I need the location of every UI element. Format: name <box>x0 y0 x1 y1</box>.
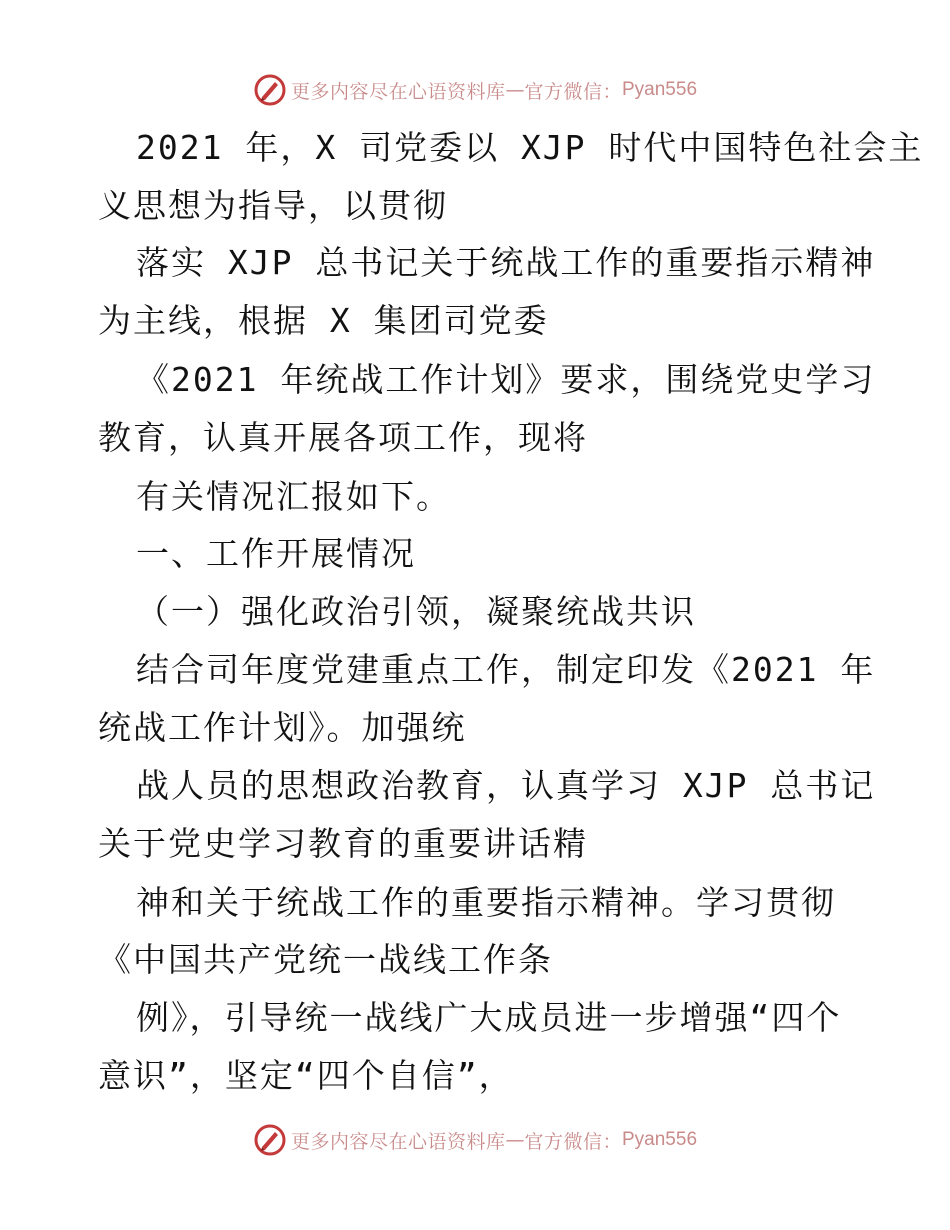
pen-heart-logo-icon <box>253 1123 287 1157</box>
watermark-handle: Pyan556 <box>622 79 698 100</box>
footer-watermark <box>0 1122 950 1158</box>
subsection-heading: （一）强化政治引领，凝聚统战共识 <box>136 592 696 631</box>
text-line: 为主线，根据 X 集团司党委 <box>98 301 549 340</box>
watermark-label: 官方微信： <box>524 80 622 103</box>
text-line: 《中国共产党统一战线工作条 <box>98 940 553 979</box>
header-watermark <box>0 72 950 108</box>
text-line: 战人员的思想政治教育，认真学习 XJP 总书记 <box>136 766 876 805</box>
watermark-separator: — <box>505 1129 525 1151</box>
text-line: 义思想为指导，以贯彻 <box>98 186 448 225</box>
section-heading: 一、工作开展情况 <box>136 534 416 573</box>
text-line: 例》，引导统一战线广大成员进一步增强“四个 <box>136 998 842 1037</box>
watermark-text: 更多内容尽在心语资料库 <box>290 80 506 103</box>
text-line: 2021 年，X 司党委以 XJP 时代中国特色社会主 <box>136 128 924 167</box>
text-line: 关于党史学习教育的重要讲话精 <box>98 824 588 863</box>
watermark-handle: Pyan556 <box>622 1129 698 1150</box>
text-line: 神和关于统战工作的重要指示精神。学习贯彻 <box>136 883 836 922</box>
pen-heart-logo-icon <box>253 73 287 107</box>
text-line: 有关情况汇报如下。 <box>136 477 451 516</box>
text-line: 《2021 年统战工作计划》要求，围绕党史学习 <box>136 360 876 399</box>
watermark-separator: — <box>505 79 525 101</box>
watermark-text: 更多内容尽在心语资料库 <box>290 1130 506 1153</box>
text-line: 落实 XJP 总书记关于统战工作的重要指示精神 <box>136 243 876 282</box>
text-line: 统战工作计划》。加强统 <box>98 708 467 747</box>
watermark-label: 官方微信： <box>524 1130 622 1153</box>
text-line: 教育，认真开展各项工作，现将 <box>98 418 588 457</box>
text-line: 结合司年度党建重点工作，制定印发《2021 年 <box>136 650 876 689</box>
text-line: 意识”，坚定“四个自信”， <box>98 1056 514 1095</box>
